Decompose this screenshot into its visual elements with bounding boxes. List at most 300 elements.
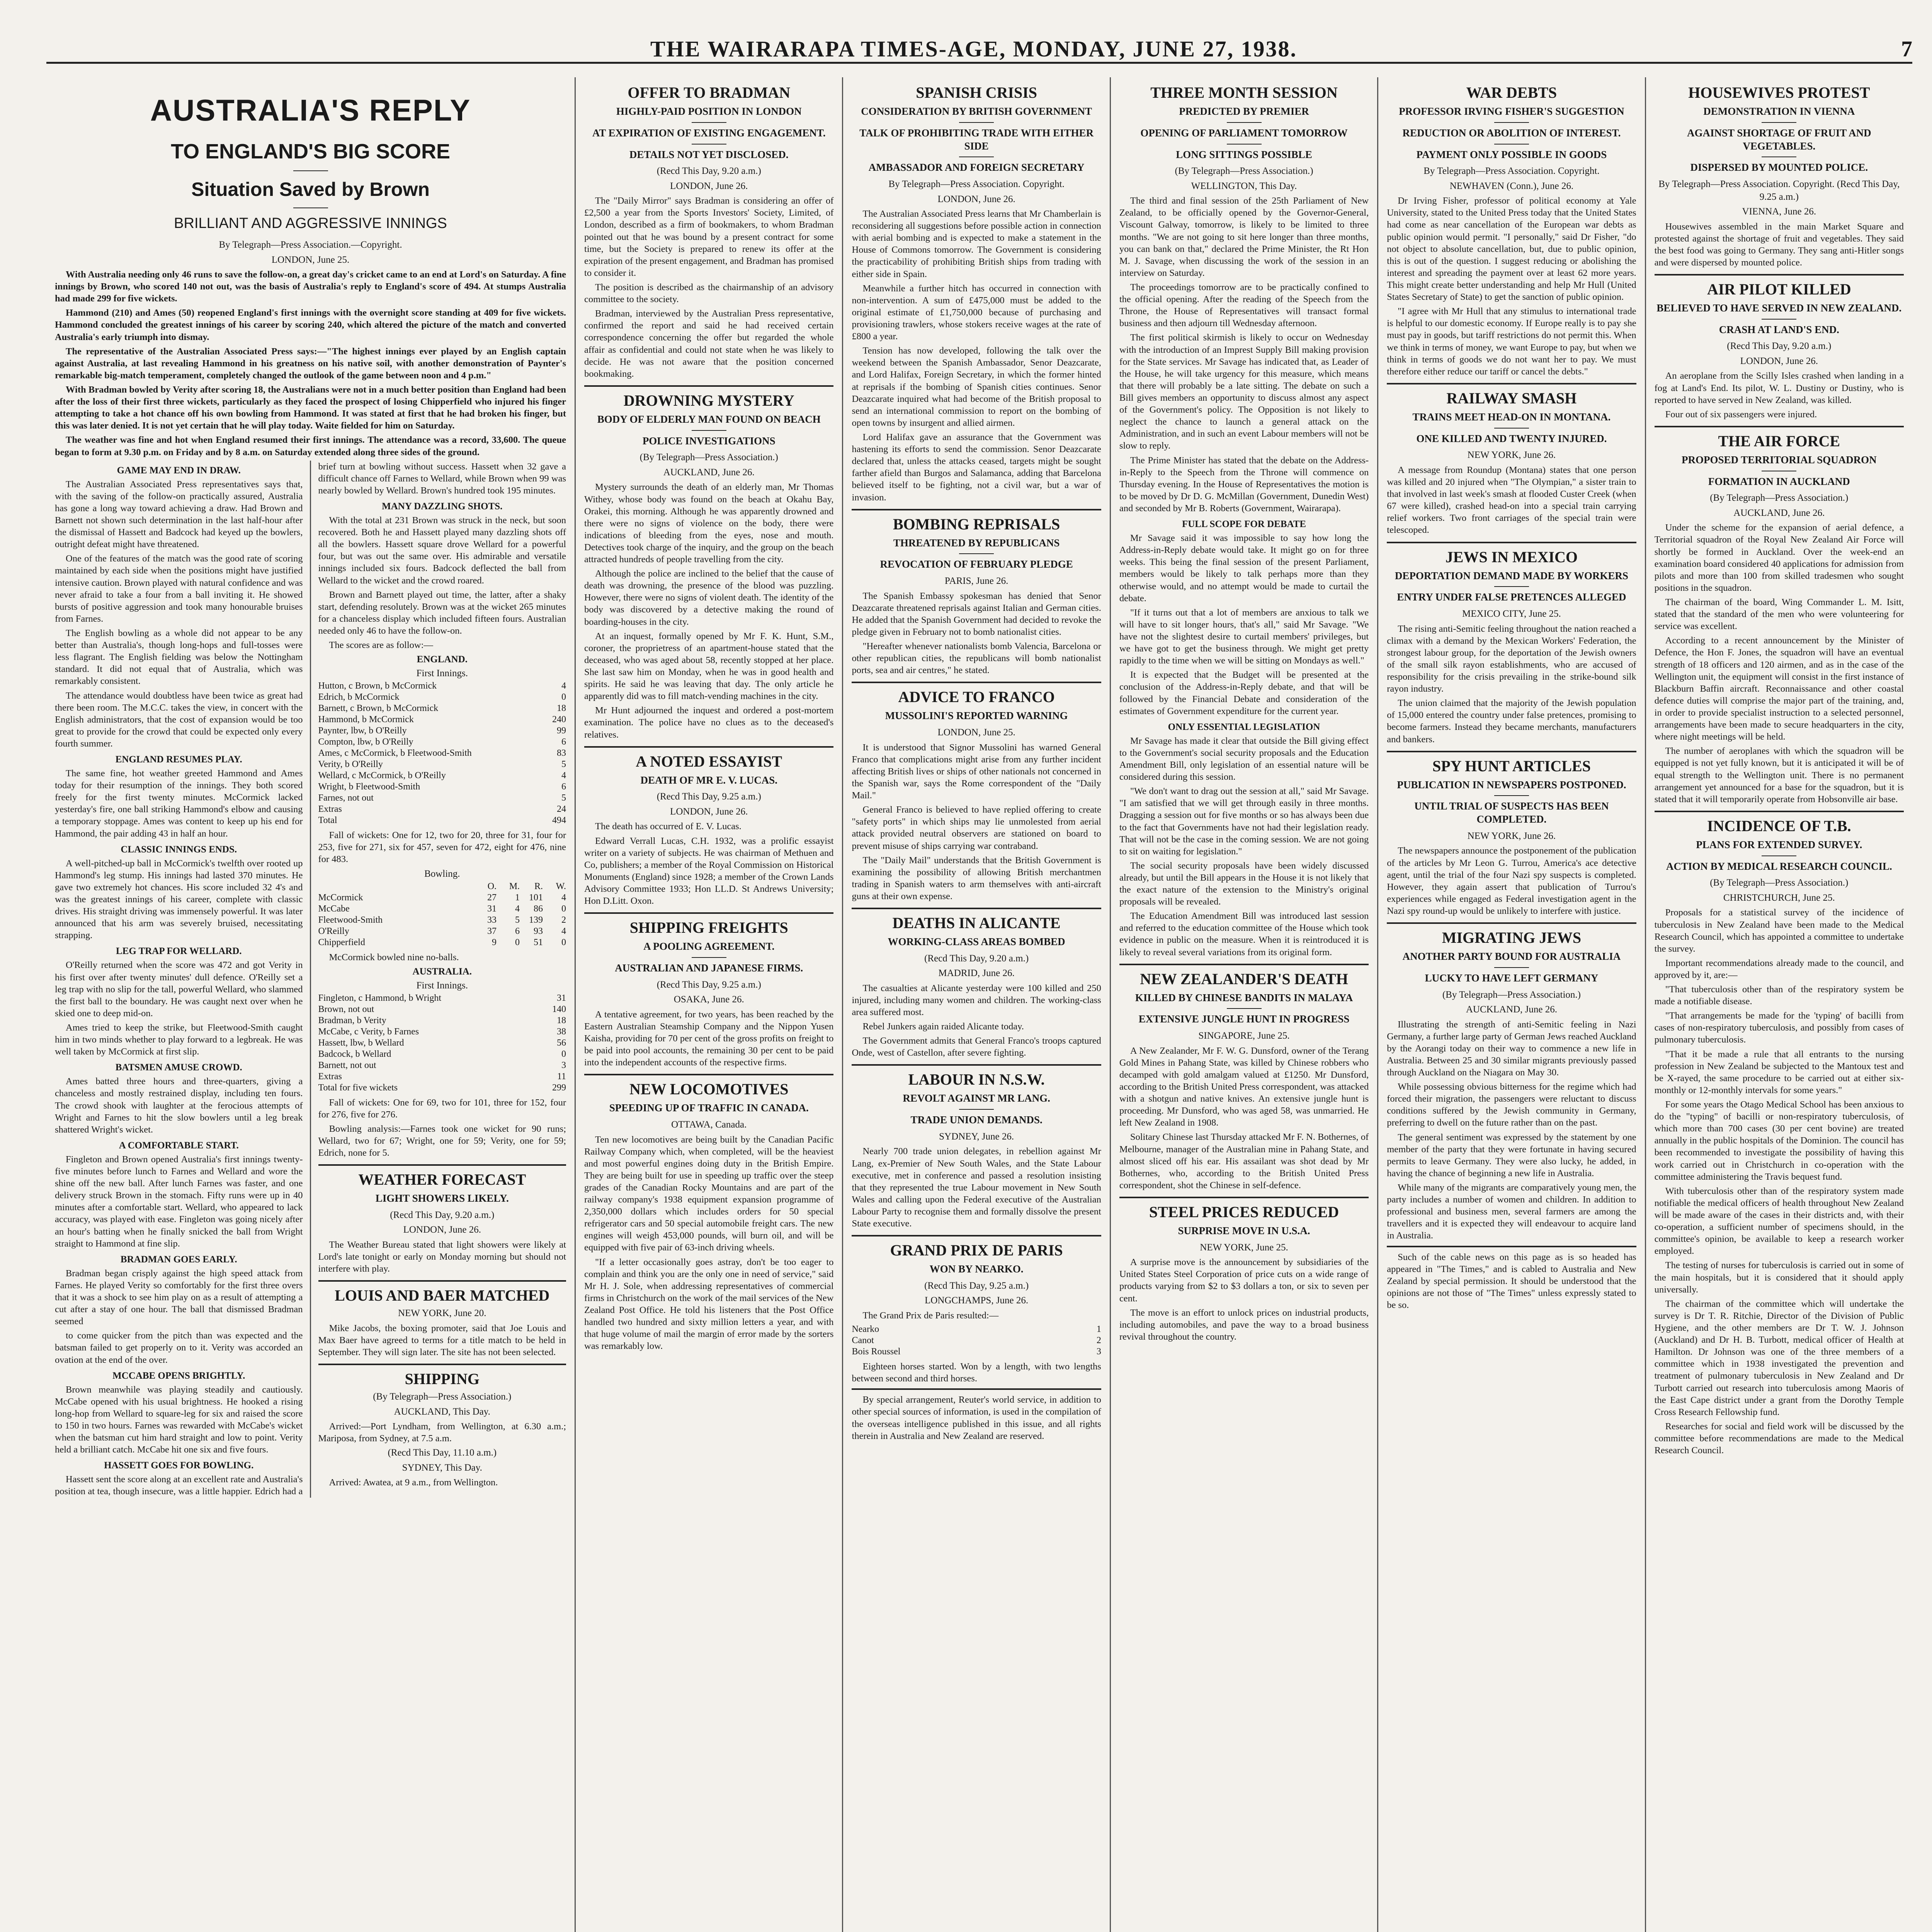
byline: (By Telegraph—Press Association.) <box>1442 989 1581 1000</box>
paragraph: It is understood that Signor Mussolini has warned General Franco that complications might arise from any further incident affecting British lives or ships of other nationals not concerned in the Spanish war, says the Rome correspondent of the "Daily Mail." <box>852 742 1101 801</box>
subhead: ANOTHER PARTY BOUND FOR AUSTRALIA <box>1402 951 1621 963</box>
dateline: MADRID, June 26. <box>938 968 1015 979</box>
australia-batsman-row <box>318 1026 566 1037</box>
score-name: Bradman, b Verity <box>318 1015 386 1026</box>
score-value: 99 <box>557 726 566 736</box>
australia-bowling: Bowling analysis:—Farnes took one wicket for 90 runs; Wellard, two for 67; Wright, one for 59; Verity, one for 59; Edrich, none for 5. <box>318 1123 566 1158</box>
paragraph: Under the scheme for the expansion of aerial defence, a Territorial squadron of the Royal New Zealand Air Force will shortly be formed in Auckland. Over the week-end an examination board considered 40 applications for admission from pilots and more than 100 from skilled tradesmen who sought positions in the squadron. <box>1654 522 1904 593</box>
paragraph: One of the features of the match was the good rate of scoring maintained by each side when the positions might have justified intensive caution. Brown played with natural confidence and was never afraid to take a four from a ball inviting it. He showed bursts of positive aggression and took many honourable bruises from Farnes. <box>55 553 303 624</box>
paragraph: Illustrating the strength of anti-Semitic feeling in Nazi Germany, a further large party of German Jews reached Auckland by the Aorangi today on their way to commence a new life in Australia. Between 25 and 30 similar migrants previously passed through Auckland on the Niagara on May 30. <box>1387 1019 1636 1078</box>
paragraph: Meanwhile a further hitch has occurred in connection with non-intervention. A sum of £475,000 must be added to the original estimate of £1,750,000 because of purchasing and provisioning trawlers, whose stokers receive wages at the rate of £800 a year. <box>852 283 1101 342</box>
dateline: NEW YORK, June 26. <box>1467 450 1556 461</box>
paragraph: The move is an effort to unlock prices on industrial products, including automobiles, and pave the way to a broad business revival throughout the country. <box>1119 1307 1369 1342</box>
dateline: NEW YORK, June 25. <box>1200 1242 1288 1253</box>
bowling-figure: 9 <box>492 937 497 947</box>
divider <box>1494 428 1529 429</box>
paragraph: Ames batted three hours and three-quarters, giving a chanceless and mostly restrained display, including ten fours. The crowd shook with laughter at the ferocious attempts of Wright and Farnes to hit the slow bowlers until a leg break shattered Wright's wicket. <box>55 1076 303 1135</box>
headline-labour-nsw: LABOUR IN N.S.W. <box>852 1064 1101 1088</box>
subhead: BODY OF ELDERLY MAN FOUND ON BEACH <box>597 413 821 425</box>
divider <box>1494 144 1529 145</box>
bowling-figure: 33 <box>487 915 497 925</box>
paragraph: The social security proposals have been widely discussed already, but until the Bill appears in the House it is not likely that the exact nature of the extension to the Ministry's original proposals will be revealed. <box>1119 860 1369 907</box>
headline-air-force: THE AIR FORCE <box>1655 426 1904 450</box>
score-value: 4 <box>561 681 566 691</box>
paragraph: A tentative agreement, for two years, has been reached by the Eastern Australian Steamship Company and the Nippon Yusen Kaisha, providing for 70 per cent of the gross profits on freight to be paid into pool accounts, the remaining 30 per cent to be paid into the independent accounts of the respective firms. <box>584 1009 834 1068</box>
australia-fall-of-wickets: Fall of wickets: One for 69, two for 101, three for 152, four for 276, five for 276. <box>318 1097 566 1120</box>
subhead: DEPORTATION DEMAND MADE BY WORKERS <box>1395 570 1628 582</box>
headline-housewives-protest: HOUSEWIVES PROTEST <box>1688 84 1870 101</box>
paragraph: "I agree with Mr Hull that any stimulus to international trade is helpful to our domestic economy. If Europe really is to pay she must pay in goods, but tariff restrictions do not permit this. When we think in terms of money, we want Europe to pay, but when we think in terms of goods we do not want her to pay. We must therefore either reduce our tariff or cancel the debts." <box>1387 306 1636 377</box>
paragraph: The Education Amendment Bill was introduced last session and referred to the education committee of the House which took evidence in public on the measure. When it is reintroduced it is likely to reveal several variations from its original form. <box>1119 911 1369 957</box>
score-value: 140 <box>552 1004 566 1014</box>
england-batsman-row <box>318 781 566 793</box>
headline-advice-to-franco: ADVICE TO FRANCO <box>852 682 1101 706</box>
paragraph: Arrived:—Port Lyndham, from Wellington, at 6.30 a.m.; Mariposa, from Sydney, at 7.5 a.m. <box>318 1421 566 1444</box>
score-name: Total for five wickets <box>318 1082 398 1093</box>
subhead: ONLY ESSENTIAL LEGISLATION <box>1168 721 1320 732</box>
score-value: 31 <box>557 993 566 1003</box>
headline-three-month-session: THREE MONTH SESSION <box>1150 84 1338 101</box>
score-name: Edrich, b McCormick <box>318 692 400 702</box>
subhead: PAYMENT ONLY POSSIBLE IN GOODS <box>1416 148 1607 160</box>
subhead: CLASSIC INNINGS ENDS. <box>121 844 237 855</box>
divider <box>1762 855 1796 856</box>
england-batsman-row <box>318 714 566 725</box>
bowler-name: Fleetwood-Smith <box>318 915 383 925</box>
bowler-name <box>318 881 474 892</box>
paragraph: "If it turns out that a lot of members are anxious to talk we will have to sit longer hours, that's all," said Mr Savage. "We have not the slightest desire to curtail members' privileges, but we have got to get the business through. We might get pretty rapidly to the time when we will be sitting on Mondays as well." <box>1119 607 1369 666</box>
australia-scorecard <box>318 993 566 1094</box>
paragraph: Eighteen horses started. Won by a length, with two lengths between second and third horses. <box>852 1361 1101 1384</box>
bowling-figure: 4 <box>515 903 520 914</box>
dateline: LONDON, June 25. <box>937 727 1015 738</box>
subhead: DISPERSED BY MOUNTED POLICE. <box>1690 162 1868 173</box>
bowling-figure: R. <box>534 881 543 891</box>
paragraph: Important recommendations already made to the council, and approved by it, are:— <box>1654 957 1904 980</box>
race-result-row <box>852 1346 1101 1357</box>
score-name: McCabe, c Verity, b Farnes <box>318 1026 419 1037</box>
byline: (By Telegraph—Press Association.) <box>1710 878 1849 888</box>
divider <box>692 430 726 431</box>
byline: By Telegraph—Press Association.—Copyright. <box>219 240 402 250</box>
subhead: TALK OF PROHIBITING TRADE WITH EITHER SIDE <box>859 127 1094 152</box>
paragraph: Arrived: Awatea, at 9 a.m., from Wellington. <box>329 1477 498 1488</box>
headline-air-pilot-killed: AIR PILOT KILLED <box>1655 274 1904 298</box>
paragraph: to come quicker from the pitch than was expected and the batsman failed to get properly on to it. Verity was accorded an ovation at the end of the over. <box>55 1330 303 1365</box>
australia-batsman-row <box>318 1082 566 1094</box>
dateline: LONDON, June 25. <box>271 254 350 265</box>
dateline: LONGCHAMPS, June 26. <box>925 1295 1029 1306</box>
score-value: 5 <box>561 793 566 803</box>
divider <box>692 957 726 958</box>
paragraph: Edward Verrall Lucas, C.H. 1932, was a prolific essayist writer on a variety of subjects. He was chairman of Methuen and Co, publishers; a member of the Royal Commission on Historical Monuments (England) since 1928; a member of the Crown Lands Advisory Committee 1933; Hon LL.D. St Andrews University; Hon D.Litt. Oxon. <box>584 835 834 906</box>
headline-shipping-freights: SHIPPING FREIGHTS <box>584 912 833 936</box>
subhead: POLICE INVESTIGATIONS <box>642 435 776 447</box>
paragraph: Mike Jacobs, the boxing promoter, said that Joe Louis and Max Baer have agreed to terms for a title match to be held in September. They will sign later. The site has not been selected. <box>318 1323 566 1357</box>
column-6 <box>1646 77 1912 1932</box>
paragraph: Nearly 700 trade union delegates, in rebellion against Mr Lang, ex-Premier of New South Wales, and the State Labour executive, met in conference and passed a resolution insisting that they represented the true Labour movement in New South Wales and calling upon the Federal executive of the Australian Labour Party to recognise them and formally dissolve the present State executive. <box>852 1146 1101 1229</box>
paragraph: Mr Hunt adjourned the inquest and ordered a post-mortem examination. The police have no clues as to the deceased's relatives. <box>584 705 834 740</box>
headline-spanish-crisis: SPANISH CRISIS <box>916 84 1037 101</box>
score-name: Barnett, c Brown, b McCormick <box>318 703 439 714</box>
paragraph: The chairman of the board, Wing Commander L. M. Isitt, stated that the standard of the men who were volunteering for service was excellent. <box>1654 597 1904 632</box>
dateline: WELLINGTON, This Day. <box>1191 180 1297 191</box>
england-batsman-row <box>318 725 566 736</box>
headline-spy-hunt: SPY HUNT ARTICLES <box>1387 751 1636 775</box>
headline-drowning-mystery: DROWNING MYSTERY <box>584 385 833 409</box>
divider <box>1494 795 1529 796</box>
paragraph: The first political skirmish is likely to occur on Wednesday with the introduction of an Imprest Supply Bill making provision for the State services. Mr Savage has indicated that, as Leader of the House, he will take urgency for this measure, which means that there will probably be a late sitting. The debate on such a Bill gives members an opportunity to discuss almost any aspect of the Government's policy. The Opposition is not likely to neglect the chance to launch a general attack on the Administration, and in such an event Labour members will not be slow to reply. <box>1119 332 1369 451</box>
column-cricket <box>46 77 576 1932</box>
england-batsman-row <box>318 793 566 804</box>
paragraph: The attendance would doubtless have been twice as great had there been room. The M.C.C. takes the view, in concert with the English administrators, that the cost of expansion would be too great to provide for the crowd that could be expected only every fourth summer. <box>55 690 303 749</box>
column-2 <box>576 77 843 1932</box>
scores-intro: The scores are as follow:— <box>329 640 433 651</box>
subhead: AMBASSADOR AND FOREIGN SECRETARY <box>868 162 1085 173</box>
paragraph: The proceedings tomorrow are to be practically confined to the official opening. After the reading of the Speech from the Throne, the House of Representatives will transact formal business and then adjourn till Wednesday afternoon. <box>1119 282 1369 329</box>
headline-weather-forecast: WEATHER FORECAST <box>318 1164 566 1188</box>
bowling-figure: 27 <box>487 892 497 903</box>
divider <box>1762 156 1796 157</box>
paragraph: The general sentiment was expressed by the statement by one member of the party that they were fortunate in having secured permits to leave Germany. They were also lucky, he added, in having the chance of beginning a new life in Australia. <box>1387 1132 1636 1179</box>
subhead: THREATENED BY REPUBLICANS <box>893 537 1060 549</box>
england-batsman-row <box>318 703 566 714</box>
subhead: BELIEVED TO HAVE SERVED IN NEW ZEALAND. <box>1656 302 1902 314</box>
subhead: LUCKY TO HAVE LEFT GERMANY <box>1425 972 1599 984</box>
dateline: SYDNEY, This Day. <box>402 1462 482 1473</box>
dateline: OTTAWA, Canada. <box>671 1119 747 1130</box>
bowling-figure: 93 <box>534 926 543 936</box>
bowling-figure: 6 <box>515 926 520 936</box>
bowling-figure: W. <box>556 881 566 891</box>
paragraph: According to a recent announcement by the Minister of Defence, the Hon F. Jones, the squadron will have an eventual strength of 18 officers and 120 airmen, and as in the case of the Wellington unit, the equipment will consist in the first instance of Blackburn Baffin aircraft. Reconnaissance and other coastal defence duties will comprise the major part of the training, and, in order to provide specialist instruction to a selected personnel, arrangements have been made to secure headquarters in the city, where night meetings will be held. <box>1654 635 1904 742</box>
paragraph: "That it be made a rule that all entrants to the nursing profession in New Zealand be subjected to the Mantoux test and be X-rayed, the same procedure to be carried out at either six-monthly or 12-monthly intervals for some years." <box>1654 1049 1904 1095</box>
byline: (By Telegraph—Press Association.) <box>1710 493 1849 503</box>
headline-australias-reply: AUSTRALIA'S REPLY <box>150 93 471 127</box>
subhead: SPEEDING UP OF TRAFFIC IN CANADA. <box>609 1102 809 1114</box>
headline-steel-prices: STEEL PRICES REDUCED <box>1119 1197 1369 1221</box>
paragraph: The same fine, hot weather greeted Hammond and Ames today for their resumption of the innings. They both scored freely for the first twenty minutes. McCormick lacked yesterday's fire, one ball striking Hammond's elbow and causing a temporary stoppage. Ames was content to keep up his end for Hammond, the pair adding 43 in half an hour. <box>55 768 303 839</box>
subhead: OPENING OF PARLIAMENT TOMORROW <box>1140 127 1348 139</box>
dateline: NEW YORK, June 26. <box>1467 830 1556 841</box>
masthead-title: THE WAIRARAPA TIMES-AGE, MONDAY, JUNE 27, 1938. <box>650 36 1297 61</box>
headline-new-zealanders-death: NEW ZEALANDER'S DEATH <box>1119 964 1369 988</box>
bowling-label: Bowling. <box>424 868 460 879</box>
score-value: 6 <box>561 782 566 792</box>
received-note: (Recd This Day, 11.10 a.m.) <box>388 1447 497 1458</box>
paragraph: "That tuberculosis other than of the respiratory system be made a notifiable disease. <box>1654 984 1904 1007</box>
score-value: 83 <box>557 748 566 759</box>
byline: By Telegraph—Press Association. Copyright. <box>1423 166 1600 177</box>
bowling-row <box>318 892 566 903</box>
score-value: 11 <box>557 1071 566 1082</box>
subhead: LIGHT SHOWERS LIKELY. <box>375 1192 509 1204</box>
subhead: REVOCATION OF FEBRUARY PLEDGE <box>880 558 1073 570</box>
score-name: Hassett, lbw, b Wellard <box>318 1037 404 1048</box>
paragraph: "If a letter occasionally goes astray, don't be too eager to complain and think you are the only one in need of service," said Mr H. J. Sole, when addressing representatives of commercial firms in Christchurch on the work of the mail services of the New Zealand Post Office. He told his listeners that the Post Office handled two hundred and sixty million letters a year, and with that huge volume of mail the margin of error made by the sorters was remarkably low. <box>584 1257 834 1352</box>
paragraph: The testing of nurses for tuberculosis is carried out in some of the main hospitals, but it is considered that it should apply universally. <box>1654 1260 1904 1295</box>
subhead: A COMFORTABLE START. <box>119 1140 239 1151</box>
england-batsman-row <box>318 748 566 759</box>
paragraph: The Spanish Embassy spokesman has denied that Senor Deazcarate threatened reprisals against Italian and German cities. He added that the Spanish Government had decided to revoke the pledge given in February not to bomb nationalist cities. <box>852 590 1101 637</box>
dateline: SINGAPORE, June 25. <box>1198 1031 1290 1041</box>
column-4 <box>1111 77 1378 1932</box>
bowling-figure: 51 <box>534 937 543 947</box>
subhead: CONSIDERATION BY BRITISH GOVERNMENT <box>861 105 1092 117</box>
paragraph: Bradman, interviewed by the Australian Press representative, confirmed the report and said he had received certain correspondence concerning the offer but regarded the whole affair as confidential and could not state when he was likely to decide. He was not aware that the position concerned bookmaking. <box>584 308 834 379</box>
cricket-body <box>55 461 566 1498</box>
paragraph: A message from Roundup (Montana) states that one person was killed and 20 injured when "The Olympian," a sister train to that involved in last week's smash at flooded Custer Creek (when 67 were killed), crashed head-on into a special train carrying relief workers. Two front carriages of the special train were telescoped. <box>1387 464 1636 536</box>
paragraph: For some years the Otago Medical School has been anxious to do the "typing" of bacilli or non-respiratory tuberculosis, of which more than 700 cases (30 per cent bovine) are treated annually in the public hospitals of the Dominion. The council has been recommended to investigate the possibility of having this work carried out in Christchurch in co-operation with the committee administering the Travis bequest fund. <box>1654 1099 1904 1182</box>
byline: By Telegraph—Press Association. Copyright. (Recd This Day, 9.25 a.m.) <box>1658 179 1900 202</box>
bowler-name: McCabe <box>318 903 350 914</box>
bowling-row <box>318 915 566 926</box>
paragraph: The number of aeroplanes with which the squadron will be equipped is not yet fully known, but it is anticipated it will be of equal strength to the Wellington unit. There is no permanent arrangement yet announced for a base for the squadron, but it is stated that it will temporarily operate from Hobsonville air base. <box>1654 746 1904 804</box>
lead-paragraph: The representative of the Australian Associated Press says:—"The highest innings ever played by an English captain against Australia, at last revealing Hammond in his greatness on his native soil, with another demonstration of Paynter's remarkable big-match temperament, completely changed the outlook of the game between noon and 4 p.m." <box>55 346 566 381</box>
subhead: PROPOSED TERRITORIAL SQUADRON <box>1682 454 1877 466</box>
paragraph: The death has occurred of E. V. Lucas. <box>595 821 742 832</box>
score-name: Nearko <box>852 1324 879 1335</box>
divider <box>852 1388 1101 1390</box>
paragraph: The third and final session of the 25th Parliament of New Zealand, to be officially opened by the Governor-General, Viscount Galway, tomorrow, is likely to be limited to three months. "We are not going to sit here longer than three months, you can bank on that," declared the Prime Minister, the Rt Hon M. J. Savage, when discussing the work of the session in an interview on Saturday. <box>1119 196 1369 278</box>
subhead: FORMATION IN AUCKLAND <box>1708 475 1850 487</box>
england-batsman-row <box>318 804 566 815</box>
headline-shipping: SHIPPING <box>318 1364 566 1388</box>
divider <box>959 122 994 123</box>
england-batsman-row <box>318 736 566 748</box>
received-note: (Recd This Day, 9.20 a.m.) <box>656 166 761 177</box>
divider <box>1494 967 1529 968</box>
subhead: AUSTRALIAN AND JAPANESE FIRMS. <box>615 962 803 974</box>
subhead: KILLED BY CHINESE BANDITS IN MALAYA <box>1135 992 1353 1003</box>
subhead: WORKING-CLASS AREAS BOMBED <box>888 936 1065 948</box>
deck-brilliant-innings: BRILLIANT AND AGGRESSIVE INNINGS <box>174 215 447 231</box>
score-name: Fingleton, c Hammond, b Wright <box>318 993 442 1003</box>
paragraph: With the total at 231 Brown was struck in the neck, but soon recovered. Both he and Hassett played many dazzling shots off all the bowlers. Hassett square drove Wellard for a powerful four, but was out the same over. His admirable and versatile innings included six fours. Badcock deflected the ball from Wellard to the wicket and the crowd roared. <box>318 515 566 586</box>
subhead: CRASH AT LAND'S END. <box>1719 323 1839 335</box>
paragraph: "Hereafter whenever nationalists bomb Valencia, Barcelona or other republican cities, the republicans will bomb nationalist ports, sea and air centres," he stated. <box>852 641 1101 676</box>
deck-englands-score: TO ENGLAND'S BIG SCORE <box>171 140 450 163</box>
england-fall-of-wickets: Fall of wickets: One for 12, two for 20, three for 31, four for 253, five for 271, six for 457, seven for 472, eight for 476, nine for 483. <box>318 830 566 865</box>
bowler-name: McCormick <box>318 892 363 903</box>
paragraph: The English bowling as a whole did not appear to be any better than Australia's, though long-hops and full-tosses were less flagrant. The English fielding was below the Nottingham standard. It did not equal that of Australia, which was remarkably consistent. <box>55 628 303 687</box>
dateline: VIENNA, June 26. <box>1742 206 1816 217</box>
paragraph: Mr Savage said it was impossible to say how long the Address-in-Reply debate would take. It might go on for three weeks. This being the final session of the present Parliament, members would be likely to talk perhaps more than they otherwise would, and no attempt would be made to curtail the debate. <box>1119 533 1369 604</box>
columns <box>46 77 1912 1932</box>
bowling-figure: 101 <box>529 892 543 903</box>
australia-batsman-row <box>318 993 566 1004</box>
subhead: MCCABE OPENS BRIGHTLY. <box>112 1370 245 1381</box>
score-value: 56 <box>557 1037 566 1048</box>
score-value: 5 <box>561 759 566 770</box>
bowling-figure: 0 <box>561 937 566 947</box>
score-name: Extras <box>318 1071 342 1082</box>
race-result-row <box>852 1324 1101 1335</box>
dateline: LONDON, June 26. <box>1740 355 1818 366</box>
england-heading: ENGLAND. <box>417 654 468 665</box>
headline-railway-smash: RAILWAY SMASH <box>1387 383 1636 407</box>
score-value: 494 <box>552 815 566 826</box>
column-3 <box>843 77 1111 1932</box>
paragraph: A surprise move is the announcement by subsidiaries of the United States Steel Corporation of price cuts on a wide range of products varying from $2 to $3 dollars a ton, or six to seven per cent. <box>1119 1257 1369 1304</box>
paragraph: Rebel Junkers again raided Alicante today. <box>862 1021 1024 1032</box>
score-value: 2 <box>1096 1335 1101 1346</box>
divider <box>959 1109 994 1110</box>
paragraph: Ten new locomotives are being built by the Canadian Pacific Railway Company which, when completed, will be the heaviest and most powerful engines doing duty in the British Empire. They are being built for use in speeding up traffic over the steep grades of the Canadian Rocky Mountains and are part of the railway company's 1938 equipment expansion programme of 2,350,000 dollars which includes orders for 50 special refrigerator cars and 50 special automobile freight cars. The new engines will weigh 453,000 pounds, will burn oil, and will be equipped with five pair of 63-inch driving wheels. <box>584 1134 834 1253</box>
headline-incidence-tb: INCIDENCE OF T.B. <box>1655 811 1904 835</box>
bowling-figure: 2 <box>561 915 566 925</box>
received-note: (Recd This Day, 9.20 a.m.) <box>1727 341 1832 352</box>
bowling-figure: M. <box>509 881 520 891</box>
paragraph: The position is described as the chairmanship of an advisory committee to the society. <box>584 282 834 305</box>
race-result-row <box>852 1335 1101 1346</box>
bowling-figure: 1 <box>515 892 520 903</box>
paragraph: Hassett sent the score along at an excellent rate and Australia's position at tea, though insecure, was a little happier. Edrich had a brief turn at bowling without success. Hassett when 32 gave a difficult chance off Farnes to Wellard, while Brown when 99 was nearly bowled by Wellard. Brown's hundred took 195 minutes. <box>55 461 566 1497</box>
paragraph: Although the police are inclined to the belief that the cause of death was drowning, the presence of the blood was puzzling. However, there were no signs of violent death. The identity of the body was discovered by a detective making the round of boarding-houses in the city. <box>584 568 834 627</box>
divider <box>692 144 726 145</box>
paragraph: While possessing obvious bitterness for the regime which had forced their migration, the passengers were reluctant to discuss conditions suffered by the Jewish community in Germany, preferring to dwell on the future rather than on the past. <box>1387 1082 1636 1128</box>
subhead: LEG TRAP FOR WELLARD. <box>116 946 242 957</box>
score-value: 0 <box>561 1049 566 1059</box>
paragraph: An aeroplane from the Scilly Isles crashed when landing in a fog at Land's End. Its pilot, W. L. Dustiny or Dustiny, who is reported to have served in New Zealand, was killed. <box>1654 371 1904 405</box>
lead-paragraph: The weather was fine and hot when England resumed their first innings. The attendance was a record, 33,600. The queue began to form at 9.30 p.m. on Friday and by 8 a.m. on Saturday extended along three sides of the ground. <box>55 435 566 457</box>
score-value: 38 <box>557 1026 566 1037</box>
england-innings-label: First Innings. <box>416 668 468 679</box>
paragraph: A New Zealander, Mr F. W. G. Dunsford, owner of the Terang Gold Mines in Pahang State, was killed by Chinese robbers who decamped with gold amalgam valued at £1250. Mr Dunsford, according to the British United Press correspondent, was attacked with a shotgun and native knives. An extensive jungle hunt is proceeding. Mr Dunsford, who was aged 58, was unmarried. He left New Zealand in 1908. <box>1119 1045 1369 1128</box>
received-note: (Recd This Day, 9.25 a.m.) <box>924 1280 1029 1291</box>
dateline: PARIS, June 26. <box>944 576 1009 587</box>
subhead: A POOLING AGREEMENT. <box>643 940 775 952</box>
dateline: CHRISTCHURCH, June 25. <box>1723 892 1835 903</box>
australia-batsman-row <box>318 1060 566 1071</box>
received-note: (Recd This Day, 9.25 a.m.) <box>656 791 761 802</box>
dateline: LONDON, June 26. <box>670 180 748 191</box>
score-value: 24 <box>557 804 566 815</box>
paragraph: The newspapers announce the postponement of the publication of the articles by Mr Leon G. Turrou, America's ace detective agent, until the trial of the four Nazi spy suspects is completed. However, they again assert that publication of Turrou's experiences while engaged as Federal investigation agent in the Nazi spy round-up would be unlikely to interfere with justice. <box>1387 845 1636 916</box>
headline-war-debts: WAR DEBTS <box>1466 84 1557 101</box>
subhead: FULL SCOPE FOR DEBATE <box>1182 519 1306 530</box>
headline-migrating-jews: MIGRATING JEWS <box>1387 922 1636 946</box>
bowling-figure: 4 <box>561 926 566 936</box>
headline-jews-in-mexico: JEWS IN MEXICO <box>1387 542 1636 566</box>
paragraph: The chairman of the committee which will undertake the survey is Dr T. R. Ritchie, Director of the Division of Public Hygiene, and the other members are Dr T. W. J. Johnson (Auckland) and Dr H. B. Turbott, medical officer of Health at Hamilton. Dr Johnson was one of the three members of a committee which in 1938 investigated the prevention and treatment of pulmonary tuberculosis in New Zealand and Dr Turbott carried out research into tuberculosis among Maoris of the East Cape district under a grant from the Dorothy Temple Cross Research Fellowship fund. <box>1654 1298 1904 1417</box>
headline-noted-essayist: A NOTED ESSAYIST <box>584 746 833 770</box>
subhead: ONE KILLED AND TWENTY INJURED. <box>1416 432 1607 444</box>
score-value: 3 <box>561 1060 566 1070</box>
paragraph: Researches for social and field work will be discussed by the committee before recommendations are made to the Medical Research Council. <box>1654 1421 1904 1456</box>
score-value: 18 <box>557 1015 566 1026</box>
subhead: UNTIL TRIAL OF SUSPECTS HAS BEEN COMPLETED. <box>1414 800 1609 825</box>
subhead: TRAINS MEET HEAD-ON IN MONTANA. <box>1412 411 1611 423</box>
headline-new-locomotives: NEW LOCOMOTIVES <box>584 1074 833 1098</box>
paragraph: Solitary Chinese last Thursday attacked Mr F. N. Bothernes, of Melbourne, manager of the Australian mine in Pahang State, and almost sliced off his ear. His assailant was shot dead by Mr Bothernes, who, according to the British United Press correspondent, shot the Chinese in self-defence. <box>1119 1132 1369 1190</box>
received-note: (Recd This Day, 9.25 a.m.) <box>656 979 761 990</box>
dateline: LONDON, June 26. <box>403 1225 481 1235</box>
paragraph: Proposals for a statistical survey of the incidence of tuberculosis in New Zealand have been made to the Medical Research Council, which has appointed a committee to undertake the survey. <box>1654 907 1904 954</box>
divider <box>293 170 328 171</box>
divider <box>293 207 328 208</box>
paragraph: "We don't want to drag out the session at all," said Mr Savage. "I am satisfied that we will get through easily in three months. Dragging a session out for five months or so has always been due to the fact that Governments have not had their legislation ready. That will not be the case in the coming session. We are not going to sit on waiting for legislation." <box>1119 786 1369 857</box>
score-value: 4 <box>561 770 566 781</box>
paragraph: The casualties at Alicante yesterday were 100 killed and 250 injured, including many women and children. The working-class area suffered most. <box>852 983 1101 1018</box>
score-name: Wellard, c McCormick, b O'Reilly <box>318 770 446 781</box>
divider <box>1494 586 1529 587</box>
subhead: MANY DAZZLING SHOTS. <box>382 501 503 512</box>
subhead: MUSSOLINI'S REPORTED WARNING <box>885 710 1068 722</box>
dateline: AUCKLAND, This Day. <box>394 1406 490 1417</box>
england-batsman-row <box>318 815 566 826</box>
paragraph: Four out of six passengers were injured. <box>1665 409 1817 420</box>
subhead: WON BY NEARKO. <box>929 1263 1024 1275</box>
score-name: Verity, b O'Reilly <box>318 759 383 770</box>
subhead: LONG SITTINGS POSSIBLE <box>1176 148 1312 160</box>
paragraph: Dr Irving Fisher, professor of political economy at Yale University, stated to the United Press today that the United States had come as near cancellation of the European war debts as public opinion would permit. "I personally," said Dr Fisher, "do not object to absolute cancellation, but, due to public opinion, this is out of the question. I suggest reducing or abolishing the interest and spreading the payment over at least 62 more years. This might create better understanding and help Mr Hull (United States Secretary of State) to get the sanction of public opinion. <box>1387 196 1636 303</box>
subhead: PROFESSOR IRVING FISHER'S SUGGESTION <box>1399 105 1624 117</box>
byline: (By Telegraph—Press Association.) <box>373 1391 512 1402</box>
paragraph: The Australian Associated Press learns that Mr Chamberlain is reconsidering all suggestions before possible action in connection with aerial bombing and is expected to make a statement in the House of Commons tomorrow. The Government is considering the practicability of prohibiting British ships from trading with either side in Spain. <box>852 209 1101 279</box>
australia-innings-label: First Innings. <box>416 980 468 991</box>
paragraph: With tuberculosis other than of the respiratory system made notifiable the medical officers of health throughout New Zealand will be made aware of the cases in their districts and, with their co-operation, a sufficient number of specimens should, in the committee's opinion, be available to keep a research worker employed. <box>1654 1185 1904 1257</box>
paragraph: A well-pitched-up ball in McCormick's twelfth over rooted up Hammond's leg stump. His innings had lasted 370 minutes. He gave two extremely hot chances. His score included 32 4's and was the greatest innings of his career, complete with classic drives. His straight driving was immensely powerful. It was later announced that his arm was severely bruised, necessitating strapping. <box>55 858 303 941</box>
race-results <box>852 1324 1101 1357</box>
bowling-figure: 31 <box>487 903 497 914</box>
subhead: DETAILS NOT YET DISCLOSED. <box>629 148 789 160</box>
headline-louis-baer: LOUIS AND BAER MATCHED <box>318 1280 566 1304</box>
bowling-figure: O. <box>487 881 497 891</box>
score-name: Canot <box>852 1335 874 1346</box>
byline: By Telegraph—Press Association. Copyright. <box>888 179 1065 189</box>
score-name: Compton, lbw, b O'Reilly <box>318 737 413 747</box>
received-note: (Recd This Day, 9.20 a.m.) <box>924 953 1029 964</box>
england-batsman-row <box>318 692 566 703</box>
divider <box>1227 122 1262 123</box>
divider <box>1387 1246 1636 1247</box>
received-note: (Recd This Day, 9.20 a.m.) <box>390 1209 495 1220</box>
paragraph: General Franco is believed to have replied offering to create "safety ports" in which ships may lie unmolested from aerial attack provided neutral observers are stationed on board to prevent misuse of ships carrying war contraband. <box>852 804 1101 851</box>
australia-batsman-row <box>318 1049 566 1060</box>
australia-heading: AUSTRALIA. <box>412 966 472 977</box>
subhead: REVOLT AGAINST MR LANG. <box>903 1092 1050 1104</box>
divider <box>1227 144 1262 145</box>
page-number: 7 <box>1901 36 1912 61</box>
copyright-note: By special arrangement, Reuter's world service, in addition to other special sources of information, is used in the compilation of the overseas intelligence published in this issue, and all rights therein in Australia and New Zealand are reserved. <box>852 1395 1101 1441</box>
dateline: LONDON, June 26. <box>937 194 1015 204</box>
divider <box>692 122 726 123</box>
subhead: PLANS FOR EXTENDED SURVEY. <box>1696 838 1862 850</box>
subhead: ACTION BY MEDICAL RESEARCH COUNCIL. <box>1666 860 1892 872</box>
subhead: ENGLAND RESUMES PLAY. <box>115 754 242 765</box>
dateline: OSAKA, June 26. <box>673 994 744 1005</box>
paragraph: Mr Savage has made it clear that outside the Bill giving effect to the Government's social security proposals and the Education Amendment Bill, only legislation of an essential nature will be considered during this session. <box>1119 735 1369 782</box>
paragraph: O'Reilly returned when the score was 472 and got Verity in his first over after twenty minutes' dull defence. O'Reilly set a leg trap with no slip for the tall, powerful Wellard, who slammed the first ball to the boundary. He was caught next over when he skied one to deep mid-on. <box>55 960 303 1019</box>
paragraph: Bradman began crisply against the high speed attack from Farnes. He played Verity so comfortably for the first three overs that it was a shock to see him play on as a result of attempting a cut after a stay of one hour. The ball that dismissed Bradman seemed <box>55 1268 303 1327</box>
subhead: AT EXPIRATION OF EXISTING ENGAGEMENT. <box>592 127 826 139</box>
paragraph: Tension has now developed, following the talk over the weekend between the Spanish Ambassador, Senor Deazcarate, and Lord Halifax, Foreign Secretary, in which the former hinted at reprisals if the bombing of Spanish cities continues. Senor Deazcarate inquired what had become of the British proposal to send an international commission to report on the bombing of open towns by insurgent and allied airmen. <box>852 345 1101 428</box>
paragraph: The Prime Minister has stated that the debate on the Address-in-Reply to the Speech from the Throne will commence on Thursday evening. In the House of Representatives the motion is to be moved by Dr D. G. McMillan (Government, Dunedin West) and seconded by Mr B. Roberts (Government, Wairarapa). <box>1119 455 1369 514</box>
subhead: HIGHLY-PAID POSITION IN LONDON <box>616 105 802 117</box>
headline-offer-to-bradman: OFFER TO BRADMAN <box>628 84 791 101</box>
score-value: 6 <box>561 737 566 747</box>
divider <box>1762 122 1796 123</box>
score-name: Total <box>318 815 337 826</box>
paragraph: It is expected that the Budget will be presented at the conclusion of the Address-in-Reply debate, and that will be followed by the Financial Debate and consideration of the estimates of Government expenditure for the current year. <box>1119 670 1369 716</box>
paragraph: The rising anti-Semitic feeling throughout the nation reached a climax with a demand by the Mexican Workers' Federation, the strongest labour group, for the deportation of the Jewish owners of the small silk rayon establishments, who are accused of responsibility for the crisis prevailing in the strike-bound silk rayon industry. <box>1387 623 1636 694</box>
score-name: Ames, c McCormick, b Fleetwood-Smith <box>318 748 472 759</box>
divider <box>1227 1008 1262 1009</box>
masthead <box>46 15 1912 64</box>
divider <box>959 553 994 554</box>
bowling-row <box>318 937 566 948</box>
